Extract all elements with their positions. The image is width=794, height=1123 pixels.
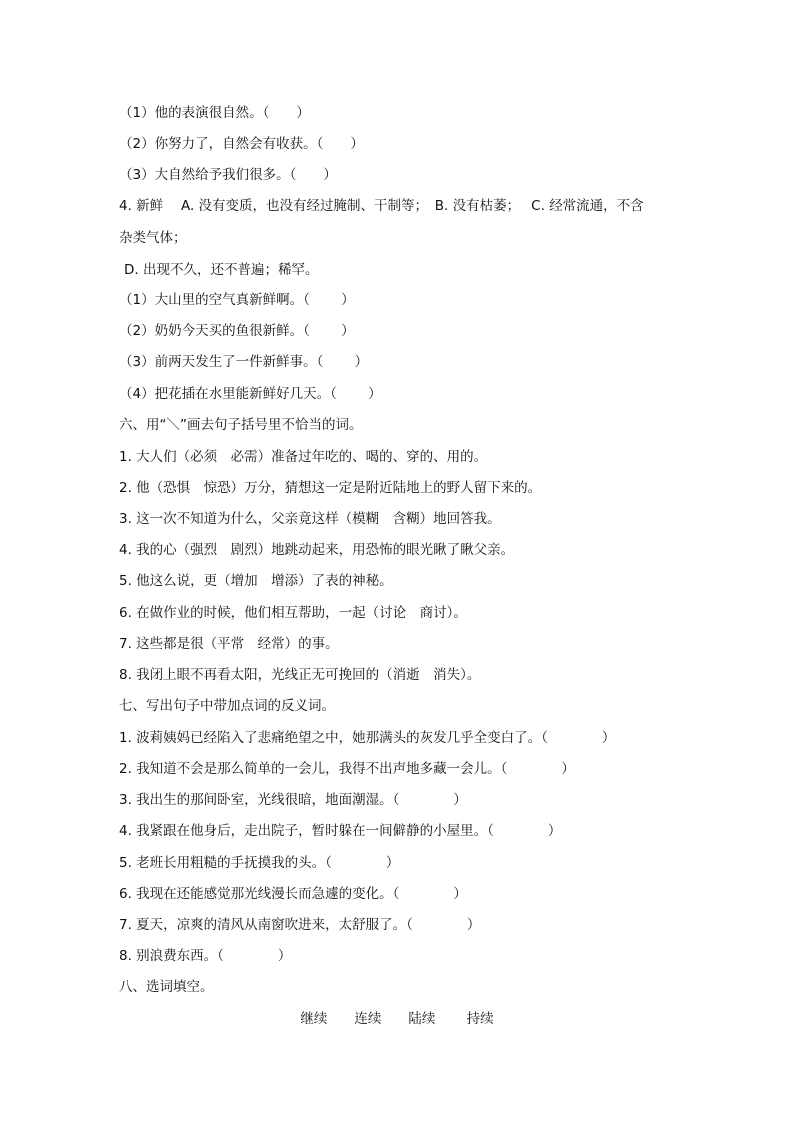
text-line: 2. 我知道不会是那么简单的一会儿，我得不出声地多藏一会儿。（ ） [119,761,575,777]
text-line: 杂类气体； [119,230,187,246]
section-heading: 八、选词填空。 [119,979,214,995]
section-heading: 六、用“＼”画去句子括号里不恰当的词。 [119,417,363,433]
text-line: 3. 这一次不知道为什么，父亲竟这样（模糊 含糊）地回答我。 [119,511,501,527]
text-line: 8. 别浪费东西。（ ） [119,948,292,964]
text-line: 7. 这些都是很（平常 经常）的事。 [119,636,339,652]
text-line: （2）你努力了，自然会有收获。（ ） [119,136,364,152]
text-line: 8. 我闭上眼不再看太阳，光线正无可挽回的（消逝 消失）。 [119,667,481,683]
text-line: 3. 我出生的那间卧室，光线很暗，地面潮湿。（ ） [119,792,467,808]
word-bank: 继续 连续 陆续 持续 [300,1011,494,1027]
text-line: （3）前两天发生了一件新鲜事。（ ） [119,354,369,370]
text-line: 5. 老班长用粗糙的手抚摸我的头。（ ） [119,855,400,871]
text-line: D. 出现不久，还不普遍；稀罕。 [124,262,319,278]
text-line: （3）大自然给予我们很多。（ ） [119,167,337,183]
text-line: 1. 波莉姨妈已经陷入了悲痛绝望之中，她那满头的灰发几乎全变白了。（ ） [119,730,616,746]
text-line: （2）奶奶今天买的鱼很新鲜。（ ） [119,323,355,339]
text-line: 7. 夏天，凉爽的清风从南窗吹进来，太舒服了。（ ） [119,917,481,933]
text-line: （1）他的表演很自然。（ ） [119,105,310,121]
text-line: 6. 我现在还能感觉那光线漫长而急遽的变化。（ ） [119,886,467,902]
text-line: 1. 大人们（必须 必需）准备过年吃的、喝的、穿的、用的。 [119,449,488,465]
text-line: 6. 在做作业的时候，他们相互帮助，一起（讨论 商讨）。 [119,605,467,621]
text-line: 4. 我紧跟在他身后，走出院子，暂时躲在一间僻静的小屋里。（ ） [119,823,562,839]
text-line: （1）大山里的空气真新鲜啊。（ ） [119,292,355,308]
text-line: 2. 他（恐惧 惊恐）万分，猜想这一定是附近陆地上的野人留下来的。 [119,480,542,496]
text-line: （4）把花插在水里能新鲜好几天。（ ） [119,386,382,402]
text-line: 4. 新鲜 A. 没有变质，也没有经过腌制、干制等； B. 没有枯萎； C. 经常流通，不含 [119,198,644,214]
section-heading: 七、写出句子中带加点词的反义词。 [119,698,335,714]
text-line: 4. 我的心（强烈 剧烈）地跳动起来，用恐怖的眼光瞅了瞅父亲。 [119,542,515,558]
text-line: 5. 他这么说，更（增加 增添）了表的神秘。 [119,573,393,589]
